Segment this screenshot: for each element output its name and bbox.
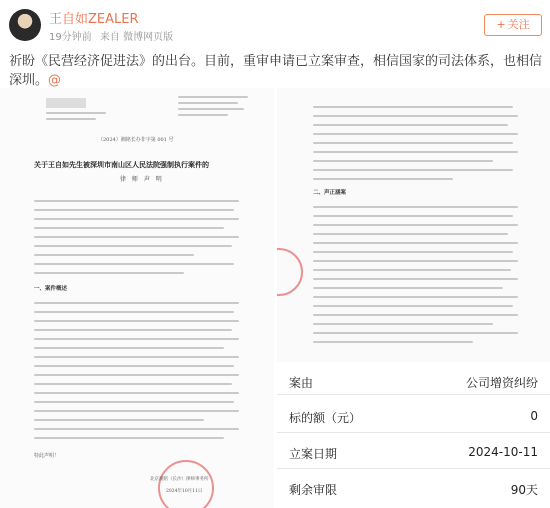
case-value-amount: 0 bbox=[530, 409, 538, 423]
case-row-filing-date bbox=[277, 433, 550, 469]
case-row-amount bbox=[277, 395, 550, 433]
post-meta bbox=[49, 28, 178, 43]
case-key-amount: 标的额（元） bbox=[289, 411, 362, 425]
follow-button[interactable] bbox=[484, 14, 542, 36]
doc-section-1: 一、案件概述 bbox=[34, 286, 68, 292]
case-row-cause bbox=[277, 365, 550, 395]
case-info-image[interactable] bbox=[277, 365, 550, 508]
plus-icon: + bbox=[496, 18, 506, 31]
case-key-cause: 案由 bbox=[289, 376, 314, 390]
case-value-cause: 公司增资纠纷 bbox=[465, 376, 538, 390]
avatar[interactable] bbox=[9, 9, 41, 41]
doc-subtitle: 律 师 声 明 bbox=[120, 176, 164, 183]
post-body: 祈盼《民营经济促进法》的出台。目前，重审申请已立案审查，相信国家的司法体系，也相信深圳。 bbox=[9, 54, 543, 88]
doc-date: 2024年10月11日 bbox=[166, 489, 203, 494]
case-info-table bbox=[277, 365, 550, 505]
doc-title: 关于王自如先生被深圳市南山区人民法院强制执行案件的 bbox=[34, 160, 209, 169]
follow-label: 关注 bbox=[507, 18, 530, 31]
case-key-remaining: 剩余审限 bbox=[289, 483, 338, 497]
doc-closing: 特此声明！ bbox=[34, 453, 60, 459]
seal-stamp bbox=[158, 460, 214, 508]
post-source: 来自 微博网页版 bbox=[99, 32, 174, 43]
doc-firm: 北京湘铭（长沙）律师事务所 bbox=[150, 477, 209, 482]
firm-logo bbox=[46, 98, 86, 108]
case-row-remaining bbox=[277, 469, 550, 505]
seal-stamp-partial bbox=[277, 248, 303, 296]
author-name[interactable]: 王自如ZEALER bbox=[49, 12, 139, 27]
firm-address-block bbox=[178, 96, 258, 116]
case-value-remaining: 90天 bbox=[510, 483, 538, 497]
mention-prefix[interactable]: @ bbox=[48, 73, 62, 88]
document-image-right[interactable] bbox=[277, 88, 550, 362]
post-time[interactable]: 19分钟前 bbox=[49, 32, 92, 43]
case-value-filing-date: 2024-10-11 bbox=[468, 445, 538, 459]
doc-section-2: 二、声正涵案 bbox=[313, 190, 347, 196]
document-image-left[interactable] bbox=[0, 88, 274, 508]
doc-number: （2024）湘铭长办非字第 001 号 bbox=[98, 137, 174, 143]
case-key-filing-date: 立案日期 bbox=[289, 447, 338, 461]
